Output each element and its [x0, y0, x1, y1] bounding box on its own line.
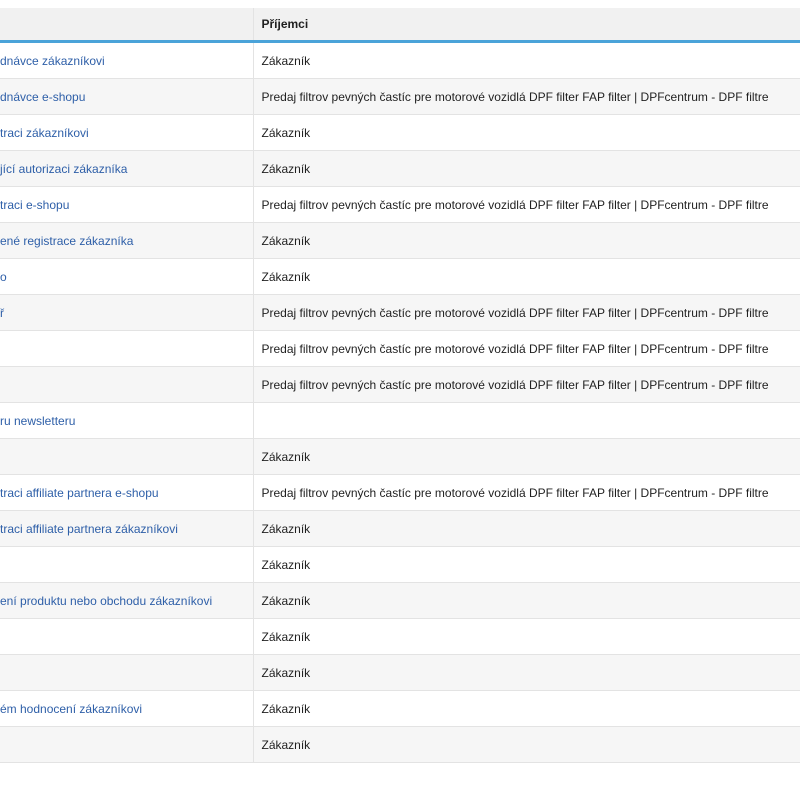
template-name-cell: [0, 655, 253, 691]
template-name-cell: [0, 259, 253, 295]
recipients-cell: Zákazník: [253, 439, 800, 475]
table-row: [0, 187, 800, 223]
recipients-cell: Zákazník: [253, 115, 800, 151]
recipients-cell: Zákazník: [253, 511, 800, 547]
table-row: [0, 583, 800, 619]
table-row: [0, 619, 800, 655]
recipients-cell: Zákazník: [253, 259, 800, 295]
table-row: [0, 115, 800, 151]
table-row: [0, 151, 800, 187]
column-header-name: [0, 8, 253, 42]
recipients-cell: Predaj filtrov pevných častíc pre motorové vozidlá DPF filter FAP filter | DPFcentrum - DPF filtre: [253, 367, 800, 403]
recipients-cell: Zákazník: [253, 223, 800, 259]
template-name-cell: [0, 619, 253, 655]
table-body: [0, 42, 800, 763]
template-name-cell: [0, 331, 253, 367]
recipients-cell: Zákazník: [253, 583, 800, 619]
template-name-cell: [0, 691, 253, 727]
template-name-cell: [0, 151, 253, 187]
template-name-link[interactable]: traci zákazníkovi: [0, 125, 89, 140]
email-templates-table-wrapper: [0, 8, 800, 763]
table-row: [0, 331, 800, 367]
recipients-cell: [253, 403, 800, 439]
recipients-cell: Predaj filtrov pevných častíc pre motorové vozidlá DPF filter FAP filter | DPFcentrum - DPF filtre: [253, 79, 800, 115]
template-name-cell: [0, 439, 253, 475]
template-name-link[interactable]: ém hodnocení zákazníkovi: [0, 701, 143, 716]
template-name-cell: [0, 223, 253, 259]
recipients-cell: Zákazník: [253, 619, 800, 655]
template-name-cell: [0, 547, 253, 583]
recipients-cell: Predaj filtrov pevných častíc pre motorové vozidlá DPF filter FAP filter | DPFcentrum - DPF filtre: [253, 295, 800, 331]
template-name-link[interactable]: traci affiliate partnera zákazníkovi: [0, 521, 178, 536]
table-row: [0, 367, 800, 403]
recipients-cell: Zákazník: [253, 691, 800, 727]
template-name-cell: [0, 511, 253, 547]
table-row: [0, 42, 800, 79]
email-templates-table: [0, 8, 800, 763]
table-row: [0, 691, 800, 727]
table-row: [0, 475, 800, 511]
table-row: [0, 259, 800, 295]
recipients-cell: Zákazník: [253, 151, 800, 187]
recipients-cell: Zákazník: [253, 42, 800, 79]
template-name-link[interactable]: ené registrace zákazníka: [0, 233, 134, 248]
recipients-cell: Predaj filtrov pevných častíc pre motorové vozidlá DPF filter FAP filter | DPFcentrum - DPF filtre: [253, 187, 800, 223]
table-row: [0, 439, 800, 475]
template-name-link[interactable]: ř: [0, 305, 4, 320]
table-header-row: [0, 8, 800, 42]
template-name-cell: [0, 115, 253, 151]
template-name-cell: [0, 403, 253, 439]
recipients-cell: Zákazník: [253, 655, 800, 691]
template-name-cell: [0, 187, 253, 223]
table-row: [0, 511, 800, 547]
table-row: [0, 547, 800, 583]
template-name-link[interactable]: dnávce zákazníkovi: [0, 53, 105, 68]
table-row: [0, 295, 800, 331]
table-row: [0, 655, 800, 691]
recipients-cell: Zákazník: [253, 547, 800, 583]
recipients-cell: Predaj filtrov pevných častíc pre motorové vozidlá DPF filter FAP filter | DPFcentrum - DPF filtre: [253, 475, 800, 511]
template-name-link[interactable]: o: [0, 269, 7, 284]
template-name-link[interactable]: traci affiliate partnera e-shopu: [0, 485, 159, 500]
template-name-cell: [0, 42, 253, 79]
column-header-recipients: Příjemci: [253, 8, 800, 42]
template-name-cell: [0, 475, 253, 511]
template-name-cell: [0, 79, 253, 115]
template-name-cell: [0, 727, 253, 763]
template-name-cell: [0, 583, 253, 619]
template-name-cell: [0, 367, 253, 403]
table-row: [0, 223, 800, 259]
template-name-link[interactable]: traci e-shopu: [0, 197, 70, 212]
table-row: [0, 727, 800, 763]
template-name-cell: [0, 295, 253, 331]
table-row: [0, 403, 800, 439]
template-name-link[interactable]: ru newsletteru: [0, 413, 76, 428]
template-name-link[interactable]: jící autorizaci zákazníka: [0, 161, 128, 176]
table-row: [0, 79, 800, 115]
recipients-cell: Zákazník: [253, 727, 800, 763]
template-name-link[interactable]: dnávce e-shopu: [0, 89, 86, 104]
recipients-cell: Predaj filtrov pevných častíc pre motorové vozidlá DPF filter FAP filter | DPFcentrum - DPF filtre: [253, 331, 800, 367]
template-name-link[interactable]: ení produktu nebo obchodu zákazníkovi: [0, 593, 213, 608]
